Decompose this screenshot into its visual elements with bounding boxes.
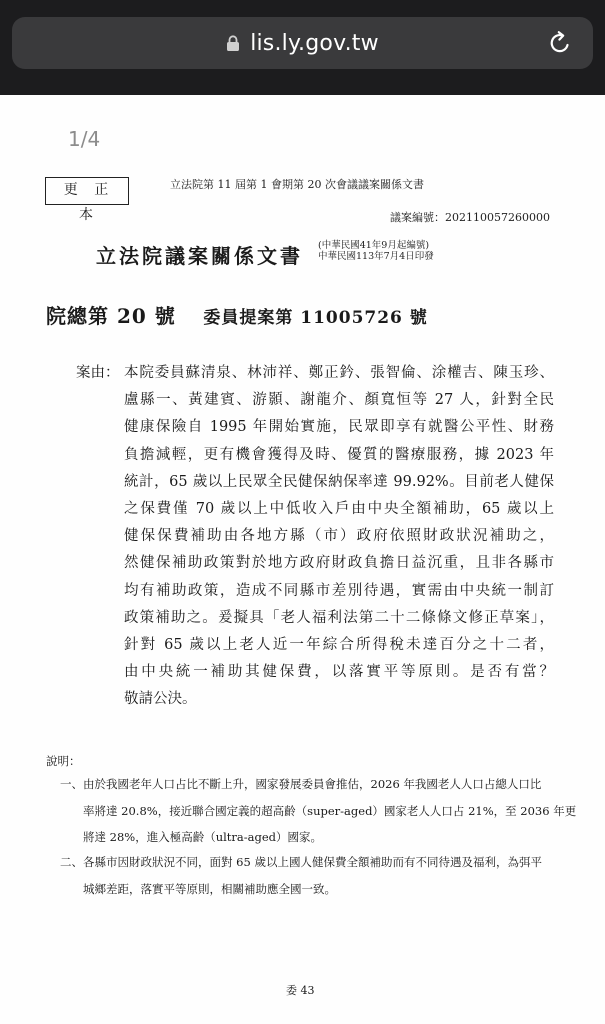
- explanation-line: 二、各縣市因財政狀況不同，面對 65 歲以上國人健保費全額補助而有不同待遇及福利，為弭平: [60, 855, 542, 869]
- explanation-line: 城鄉差距，落實平等原則，相關補助應全國一致。: [60, 881, 336, 896]
- bill-number-line: [46, 300, 428, 329]
- url-text: lis.ly.gov.tw: [250, 30, 379, 56]
- case-line: 負擔減輕，更有機會獲得及時、優質的醫療服務，據 2023 年: [124, 446, 554, 463]
- bill-number: 院總第 20 號: [46, 304, 176, 328]
- session-line: 立法院第 11 屆第 1 會期第 20 次會議議案關係文書: [170, 178, 424, 191]
- proposal-number: 委員提案第 11005726 號: [203, 308, 428, 328]
- explanation-line: 一、由於我國老年人口占比不斷上升，國家發展委員會推估，2026 年我國老人人口占總人口比: [60, 777, 542, 791]
- case-line: 盧縣一、黃建賓、游顥、謝龍介、顏寬恒等 27 人，針對全民: [124, 392, 554, 409]
- publish-line-2: 中華民國113年7月4日印發: [318, 251, 434, 262]
- case-label: 案由：: [76, 365, 120, 381]
- explanation-label: 說明：: [46, 754, 81, 768]
- case-line: 均有補助政策，造成不同縣市差別待遇，實需由中央統一制訂: [124, 582, 554, 599]
- case-line: 針對 65 歲以上老人近一年綜合所得稅未達百分之十二者，: [124, 636, 554, 653]
- url-display[interactable]: [12, 17, 593, 69]
- publish-info: [318, 240, 434, 262]
- explanation-item-1: [60, 771, 576, 851]
- lock-icon: [226, 35, 240, 51]
- case-line: 由中央統一補助其健保費，以落實平等原則。是否有當？: [124, 664, 554, 681]
- correction-stamp: 更 正 本: [45, 177, 129, 205]
- explanation-line: 將達 28%，進入極高齡（ultra-aged）國家。: [60, 830, 323, 844]
- page-indicator: 1/4: [68, 127, 101, 151]
- case-line: 統計，65 歲以上民眾全民健保納保率達 99.92%。目前老人健保: [124, 473, 554, 490]
- doc-number: 議案編號：202110057260000: [390, 211, 550, 224]
- case-line: 健康保險自 1995 年開始實施，民眾即享有就醫公平性、財務: [124, 419, 554, 436]
- case-line: 健保保費補助由各地方縣（市）政府依照財政狀況補助之，: [124, 528, 554, 545]
- page-footer: 委 43: [286, 984, 315, 997]
- case-line: 敬請公決。: [124, 691, 197, 708]
- case-body: [124, 361, 554, 714]
- reload-icon[interactable]: [547, 30, 573, 56]
- explanation-item-2: [60, 849, 542, 902]
- case-line: 政策補助之。爰擬具「老人福利法第二十二條條文修正草案」，: [124, 609, 554, 626]
- browser-toolbar: [0, 0, 605, 95]
- address-bar[interactable]: [12, 17, 593, 69]
- case-line: 然健保補助政策對於地方政府財政負擔日益沉重，且非各縣市: [124, 555, 554, 572]
- main-title: 立法院議案關係文書: [96, 244, 303, 268]
- case-line: 之保費僅 70 歲以上中低收入戶由中央全額補助，65 歲以上: [124, 500, 554, 517]
- explanation-line: 率將達 20.8%，接近聯合國定義的超高齡（super-aged）國家老人人口占 21%，至 2036 年更: [60, 803, 577, 818]
- publish-line-1: (中華民國41年9月起編號): [318, 240, 430, 251]
- case-line: 本院委員蘇清泉、林沛祥、鄭正鈐、張智倫、涂權吉、陳玉珍、: [124, 365, 554, 381]
